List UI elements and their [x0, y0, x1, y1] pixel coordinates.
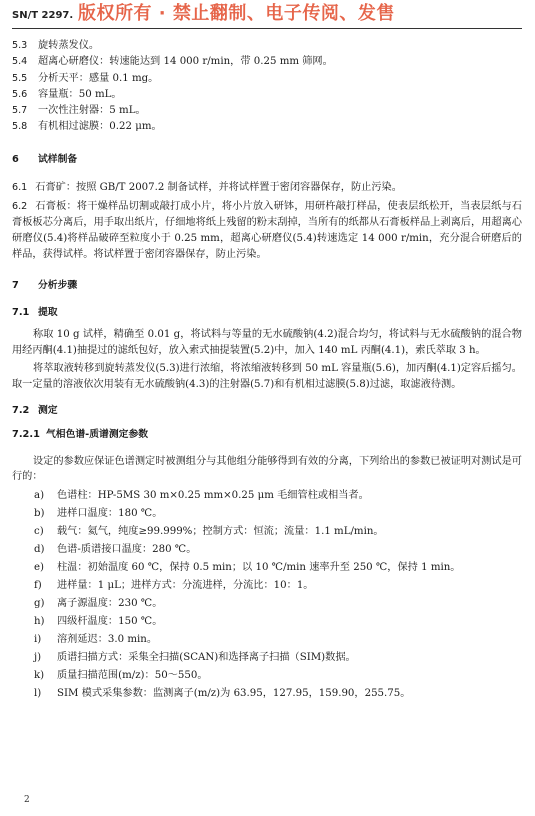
list-item: d) 色谱-质谱接口温度：280 ℃。 [34, 544, 197, 556]
list-item: 5.5 分析天平：感量 0.1 mg。 [12, 72, 159, 84]
list-item: l) SIM 模式采集参数：监测离子(m/z)为 63.95，127.95，159.90，255.75。 [34, 687, 411, 699]
section-heading-7-1: 7.1 提取 [12, 306, 58, 318]
header-rule [12, 28, 522, 29]
list-item: 5.6 容量瓶：50 mL。 [12, 88, 122, 100]
section-heading-6: 6 试样制备 [12, 154, 78, 165]
list-item: j) 质谱扫描方式：采集全扫描(SCAN)和选择离子扫描（SIM)数据。 [34, 651, 356, 663]
paragraph-7-1-a: 称取 10 g 试样，精确至 0.01 g，将试料与等量的无水硫酸钠(4.2)混合均匀，将试料与无水硫酸钠的混合物用经丙酮(4.1)抽提过的滤纸包好，放入索式抽提装置(5.2)中，加入 140 mL 丙酮(4.1)，索氏萃取 3 h。 [12, 328, 522, 356]
list-item: f) 进样量：1 μL；进样方式：分流进样，分流比：10：1。 [34, 579, 314, 591]
paragraph-7-2-1: 设定的参数应保证色谱测定时被测组分与其他组分能够得到有效的分离，下列给出的参数已被证明对测试是可行的： [12, 455, 522, 483]
page-number: 2 [24, 795, 30, 805]
document-body [12, 40, 522, 705]
list-item: 5.4 超离心研磨仪：转速能达到 14 000 r/min，带 0.25 mm 筛网。 [12, 56, 333, 68]
section-heading-7: 7 分析步骤 [12, 280, 78, 292]
list-item: 5.8 有机相过滤膜：0.22 μm。 [12, 121, 162, 133]
list-item: 5.7 一次性注射器：5 mL。 [12, 105, 146, 116]
list-item: i) 溶剂延迟：3.0 min。 [34, 633, 158, 645]
equipment-list [12, 40, 522, 134]
list-item: a) 色谱柱：HP-5MS 30 m×0.25 mm×0.25 μm 毛细管柱或相当者。 [34, 490, 369, 502]
list-item: 5.3 旋转蒸发仪。 [12, 40, 100, 51]
list-item: g) 离子源温度：230 ℃。 [34, 597, 163, 609]
list-item: c) 载气：氦气，纯度≥99.999%；控制方式：恒流；流量：1.1 mL/min。 [34, 526, 384, 538]
list-item: k) 质量扫描范围(m/z)：50～550。 [34, 669, 208, 681]
standard-code: SN/T 2297. [12, 10, 74, 21]
list-item: h) 四级杆温度：150 ℃。 [34, 615, 163, 627]
list-item: e) 柱温：初始温度 60 ℃，保持 0.5 min；以 10 ℃/min 速率升至 250 ℃，保持 1 min。 [34, 561, 461, 573]
paragraph-6-2: 6.2 石膏板：将干燥样品切割或敲打成小片，将小片放入研钵，用研杵敲打样品，使表层纸松开，当表层纸与石膏板板芯分离后，用手取出纸片，仔细地将纸上残留的粉末刮掉，当所有的纸都从石膏板样品上剥离后，用超离心研磨仪(5.4)将样品破碎至粒度小于 0.25 mm，超离心研磨仪(5.4)转速选定 14 000 r/min，充分混合研磨后的样品，获得试样。将试样置于密闭容器保存，防止污染。 [12, 201, 522, 260]
gcms-parameter-list [12, 490, 522, 700]
paragraph-7-1-b: 将萃取液转移到旋转蒸发仪(5.3)进行浓缩，将浓缩液转移到 50 mL 容量瓶(5.6)，加丙酮(4.1)定容后摇匀。取一定量的溶液依次用装有无水硫酸钠(4.3)的注射器(5.7)和有机相过滤膜(5.8)过滤，取滤液待测。 [12, 363, 522, 391]
copyright-watermark: 版权所有 · 禁止翻制、电子传阅、发售 [78, 3, 395, 24]
paragraph-6-1: 6.1 石膏矿：按照 GB/T 2007.2 制备试样，并将试样置于密闭容器保存，防止污染。 [12, 182, 402, 194]
section-heading-7-2-1: 7.2.1 气相色谱-质谱测定参数 [12, 429, 149, 441]
section-heading-7-2: 7.2 测定 [12, 405, 58, 417]
list-item: b) 进样口温度：180 ℃。 [34, 508, 163, 520]
